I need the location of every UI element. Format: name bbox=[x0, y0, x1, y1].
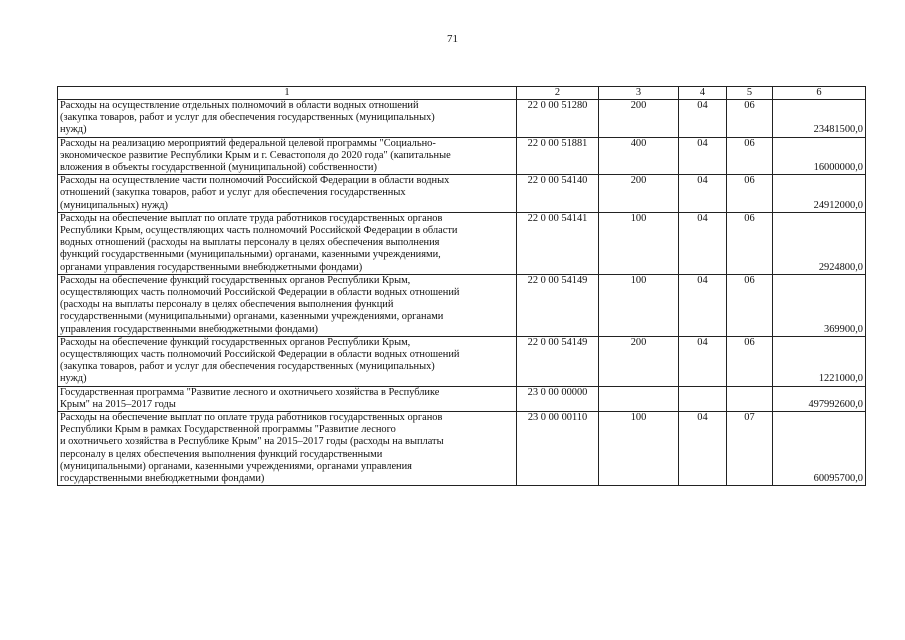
row-amount: 23481500,0 bbox=[773, 100, 866, 138]
row-description: Государственная программа "Развитие лесного и охотничьего хозяйства в Республике Крым" на 2015–2017 годы bbox=[58, 386, 517, 411]
row-description: Расходы на обеспечение выплат по оплате труда работников государственных органов Республики Крым в рамках Государственной программы "Развитие лесного и охотничьего хозяйства в Республике Крым" на 2015–2017 годы (расходы на выплаты персоналу в целях обеспечения выполнения функций государственными (муниципальными) органами, казенными учреждениями, органами управления государственными внебюджетными фондами) bbox=[58, 412, 517, 486]
row-expense-type: 100 bbox=[599, 274, 679, 336]
header-col-2: 2 bbox=[517, 87, 599, 100]
row-description: Расходы на обеспечение функций государственных органов Республики Крым, осуществляющих часть полномочий Российской Федерации в области водных отношений (расходы на выплаты персоналу в целях обеспечения выполнения функций государственными (муниципальными) органами, казенными учреждениями, органами управления государственными внебюджетными фондами) bbox=[58, 274, 517, 336]
row-section: 04 bbox=[679, 175, 727, 213]
row-section: 04 bbox=[679, 336, 727, 386]
header-col-4: 4 bbox=[679, 87, 727, 100]
row-subsection: 06 bbox=[727, 212, 773, 274]
table-row bbox=[58, 212, 866, 274]
row-target-code: 22 0 00 54149 bbox=[517, 274, 599, 336]
row-description: Расходы на реализацию мероприятий федеральной целевой программы "Социально- экономическое развитие Республики Крым и г. Севастополя до 2020 года" (капитальные вложения в объекты государственной (муниципальной) собственности) bbox=[58, 137, 517, 175]
table-row bbox=[58, 137, 866, 175]
row-target-code: 22 0 00 54140 bbox=[517, 175, 599, 213]
row-expense-type: 100 bbox=[599, 212, 679, 274]
row-section: 04 bbox=[679, 100, 727, 138]
row-section: 04 bbox=[679, 212, 727, 274]
table-header-row bbox=[58, 87, 866, 100]
row-subsection: 06 bbox=[727, 137, 773, 175]
row-expense-type: 200 bbox=[599, 100, 679, 138]
table-row bbox=[58, 175, 866, 213]
row-description: Расходы на обеспечение выплат по оплате труда работников государственных органов Республики Крым, осуществляющих часть полномочий Российской Федерации в области водных отношений (расходы на выплаты персоналу в целях обеспечения выполнения функций государственными (муниципальными) органами, казенными учреждениями, органами управления государственными внебюджетными фондами) bbox=[58, 212, 517, 274]
budget-table bbox=[57, 86, 866, 486]
row-amount: 497992600,0 bbox=[773, 386, 866, 411]
header-col-6: 6 bbox=[773, 87, 866, 100]
table-row bbox=[58, 336, 866, 386]
header-col-1: 1 bbox=[58, 87, 517, 100]
row-section: 04 bbox=[679, 412, 727, 486]
table-row bbox=[58, 386, 866, 411]
row-amount: 369900,0 bbox=[773, 274, 866, 336]
row-subsection: 06 bbox=[727, 175, 773, 213]
row-amount: 16000000,0 bbox=[773, 137, 866, 175]
table-row bbox=[58, 412, 866, 486]
row-subsection: 06 bbox=[727, 336, 773, 386]
row-section bbox=[679, 386, 727, 411]
row-expense-type: 200 bbox=[599, 336, 679, 386]
header-col-3: 3 bbox=[599, 87, 679, 100]
row-section: 04 bbox=[679, 137, 727, 175]
row-amount: 60095700,0 bbox=[773, 412, 866, 486]
row-amount: 1221000,0 bbox=[773, 336, 866, 386]
row-section: 04 bbox=[679, 274, 727, 336]
table-row bbox=[58, 274, 866, 336]
row-expense-type: 400 bbox=[599, 137, 679, 175]
table-row bbox=[58, 100, 866, 138]
row-subsection: 06 bbox=[727, 274, 773, 336]
row-target-code: 23 0 00 00110 bbox=[517, 412, 599, 486]
row-amount: 2924800,0 bbox=[773, 212, 866, 274]
header-col-5: 5 bbox=[727, 87, 773, 100]
page-number: 71 bbox=[447, 33, 458, 45]
row-subsection: 07 bbox=[727, 412, 773, 486]
row-expense-type: 200 bbox=[599, 175, 679, 213]
row-expense-type bbox=[599, 386, 679, 411]
row-target-code: 22 0 00 51881 bbox=[517, 137, 599, 175]
row-amount: 24912000,0 bbox=[773, 175, 866, 213]
row-subsection: 06 bbox=[727, 100, 773, 138]
row-description: Расходы на осуществление отдельных полномочий в области водных отношений (закупка товаров, работ и услуг для обеспечения государственных (муниципальных) нужд) bbox=[58, 100, 517, 138]
row-target-code: 22 0 00 54149 bbox=[517, 336, 599, 386]
row-expense-type: 100 bbox=[599, 412, 679, 486]
row-target-code: 23 0 00 00000 bbox=[517, 386, 599, 411]
row-subsection bbox=[727, 386, 773, 411]
row-target-code: 22 0 00 54141 bbox=[517, 212, 599, 274]
row-target-code: 22 0 00 51280 bbox=[517, 100, 599, 138]
row-description: Расходы на осуществление части полномочий Российской Федерации в области водных отношений (закупка товаров, работ и услуг для обеспечения государственных (муниципальных) нужд) bbox=[58, 175, 517, 213]
row-description: Расходы на обеспечение функций государственных органов Республики Крым, осуществляющих часть полномочий Российской Федерации в области водных отношений (закупка товаров, работ и услуг для обеспечения государственных (муниципальных) нужд) bbox=[58, 336, 517, 386]
